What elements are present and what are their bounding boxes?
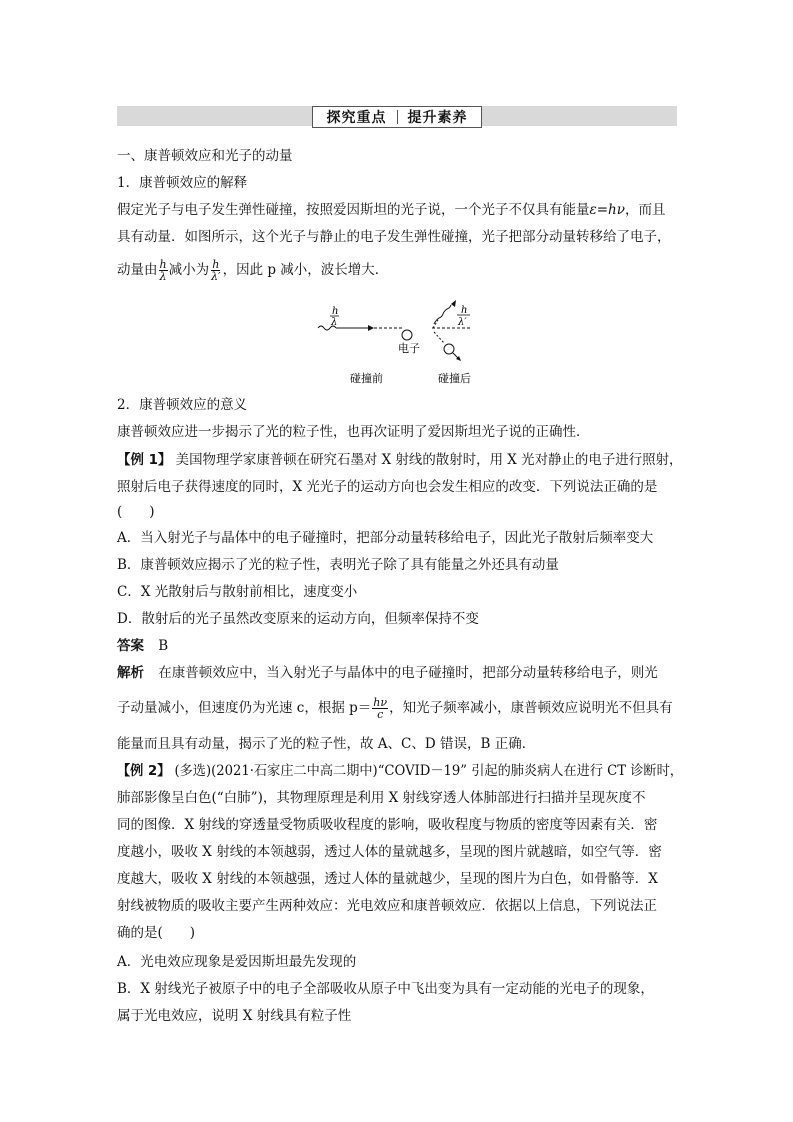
option-b: B．康普顿效应揭示了光的粒子性，表明光子除了具有能量之外还具有动量 xyxy=(117,557,559,573)
compton-scattering-figure xyxy=(310,300,490,392)
analysis-line xyxy=(117,663,658,683)
answer-blank: ( ) xyxy=(117,504,155,520)
text-segment: ，而且 xyxy=(624,202,666,218)
electron-after xyxy=(444,344,454,354)
scattered-photon-wave xyxy=(434,305,451,324)
option-d: D．散射后的光子虽然改变原来的运动方向，但频率保持不变 xyxy=(117,611,479,627)
example-2-label: 【例 2】 xyxy=(117,763,171,779)
text-segment: ，知光子频率减小，康普顿效应说明光不但具有 xyxy=(389,700,673,716)
scattered-momentum-den: λ′ xyxy=(458,317,467,328)
option-b: B．X 射线光子被原子中的电子全部吸收从原子中飞出变为具有一定动能的光电子的现象， xyxy=(117,981,654,997)
incoming-momentum-den: λ xyxy=(331,317,338,328)
paragraph-line xyxy=(117,200,665,220)
section-banner xyxy=(312,106,482,128)
text-segment: 美国物理学家康普顿在研究石墨对 X 射线的散射时，用 X 光对静止的电子进行照射， xyxy=(175,452,683,468)
text-segment: 减小为 xyxy=(168,262,210,278)
fraction-denominator: λ xyxy=(159,270,167,283)
option-c: C．X 光散射后与散射前相比，速度变小 xyxy=(117,584,358,600)
answer-label: 答案 xyxy=(117,638,144,654)
caption-after: 碰撞后 xyxy=(438,372,471,385)
banner-divider xyxy=(397,110,398,124)
example-line: 确的是( ) xyxy=(117,925,196,941)
example-line: 度越大，吸收 X 射线的本领越强，透过人体的量就越少，呈现的图片为白色，如骨骼等．X xyxy=(117,871,658,887)
analysis-line: 能量而且具有动量，揭示了光的粒子性，故 A、C、D 错误，B 正确． xyxy=(117,736,536,752)
example-line: 肺部影像呈白色(“白肺”)，其物理原理是利用 X 射线穿透人体肺部进行扫描并呈现灰度不 xyxy=(117,790,646,806)
text-segment: 假定光子与电子发生弹性碰撞，按照爱因斯坦的光子说，一个光子不仅具有能量 xyxy=(117,202,590,218)
paragraph-line: 具有动量．如图所示，这个光子与静止的电子发生弹性碰撞，光子把部分动量转移给了电子， xyxy=(117,229,671,245)
text-segment: 动量由 xyxy=(117,262,158,278)
answer-line xyxy=(117,636,168,656)
fraction-denominator: λ′ xyxy=(211,270,221,283)
paragraph-line: 康普顿效应进一步揭示了光的粒子性，也再次证明了爱因斯坦光子说的正确性． xyxy=(117,424,590,440)
answer-value: B xyxy=(158,638,169,654)
momentum-fraction-after xyxy=(210,259,221,282)
momentum-fraction-before xyxy=(159,259,168,282)
text-segment: 在康普顿效应中，当入射光子与晶体中的电子碰撞时，把部分动量转移给电子，则光 xyxy=(158,665,658,681)
scattered-momentum-num: h xyxy=(461,305,468,316)
subsection-heading-2: 2．康普顿效应的意义 xyxy=(117,397,248,413)
analysis-label: 解析 xyxy=(117,665,144,681)
electron-label: 电子 xyxy=(398,342,420,355)
fraction-numerator: hν xyxy=(373,696,388,709)
banner-title-right: 提升素养 xyxy=(407,110,468,126)
example-1-label: 【例 1】 xyxy=(117,452,172,468)
fraction-denominator: c xyxy=(377,708,384,721)
fraction-numerator: h xyxy=(159,258,167,271)
text-segment: ，因此 p 减小，波长增大． xyxy=(222,262,389,278)
energy-formula: ε=hν xyxy=(589,202,625,218)
incoming-momentum-num: h xyxy=(332,306,339,317)
example-line: 射线被物质的吸收主要产生两种效应：光电效应和康普顿效应．依据以上信息，下列说法正 xyxy=(117,898,657,914)
subsection-heading-1: 1．康普顿效应的解释 xyxy=(117,175,248,191)
option-b-continued: 属于光电效应，说明 X 射线具有粒子性 xyxy=(117,1008,352,1024)
momentum-formula-fraction xyxy=(372,697,388,720)
text-segment: 子动量减小，但速度仍为光速 c，根据 p＝ xyxy=(117,700,372,716)
section-heading: 一、康普顿效应和光子的动量 xyxy=(117,148,293,164)
option-a: A．当入射光子与晶体中的电子碰撞时，把部分动量转移给电子，因此光子散射后频率变大 xyxy=(117,530,654,546)
example-line xyxy=(117,450,683,470)
recoil-electron-path xyxy=(434,332,444,343)
electron-before xyxy=(402,330,412,340)
paragraph-line xyxy=(117,259,388,282)
caption-before: 碰撞前 xyxy=(350,372,383,385)
text-segment: (多选)(2021·石家庄二中高二期中)“COVID－19” 引起的肺炎病人在进行 CT 诊断时， xyxy=(174,763,683,779)
example-line: 照射后电子获得速度的同时，X 光光子的运动方向也会发生相应的改变．下列说法正确的是 xyxy=(117,479,658,495)
fraction-numerator: h xyxy=(212,258,220,271)
example-line: 度越小，吸收 X 射线的本领越弱，透过人体的量就越多，呈现的图片就越暗，如空气等．密 xyxy=(117,844,662,860)
example-line xyxy=(117,761,683,781)
option-a: A．光电效应现象是爱因斯坦最先发现的 xyxy=(117,954,357,970)
example-line: 同的图像．X 射线的穿透量受物质吸收程度的影响，吸收程度与物质的密度等因素有关．密 xyxy=(117,817,658,833)
analysis-line xyxy=(117,697,673,720)
banner-title-left: 探究重点 xyxy=(326,110,387,126)
